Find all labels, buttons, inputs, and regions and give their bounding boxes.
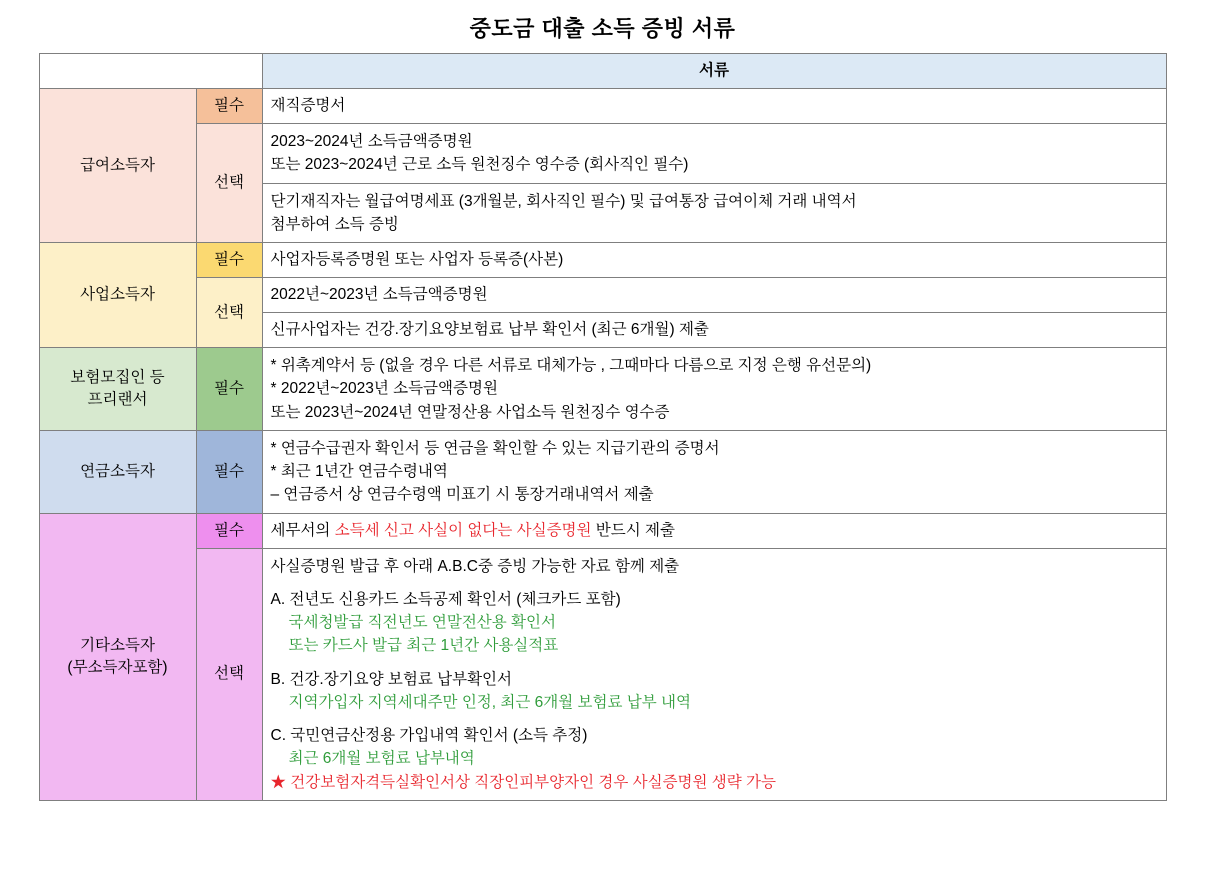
other-item-c-sub-1: 최근 6개월 보험료 납부내역 — [288, 750, 475, 768]
document-line: * 연금수급권자 확인서 등 연금을 확인할 수 있는 지급기관의 증명서 — [270, 439, 720, 457]
document-line: * 위촉계약서 등 (없을 경우 다른 서류로 대체가능 , 그때마다 다름으로 지정 은행 유선문의) — [270, 357, 872, 374]
table-row — [39, 278, 1166, 313]
other-item-a-sub-2: 또는 카드사 발급 최근 1년간 사용실적표 — [288, 637, 559, 655]
spacer — [271, 714, 1158, 724]
document-line: 단기재직자는 월급여명세표 (3개월분, 회사직인 필수) 및 급여통장 급여이체 거래 내역서 — [270, 192, 857, 210]
income-proof-table — [39, 53, 1167, 801]
category-line-2: 프리랜서 — [87, 390, 148, 408]
table-header-row — [39, 54, 1166, 89]
requirement-badge: 필수 — [196, 513, 262, 548]
category-business: 사업소득자 — [39, 243, 196, 348]
document-text — [262, 430, 1166, 513]
table-row — [39, 513, 1166, 548]
document-text: 사업자등록증명원 또는 사업자 등록증(사본) — [262, 243, 1166, 278]
document-text — [262, 183, 1166, 243]
document-text — [262, 548, 1166, 800]
document-text — [262, 513, 1166, 548]
document-text-highlight: 소득세 신고 사실이 없다는 사실증명원 — [334, 521, 592, 539]
spacer — [271, 578, 1158, 588]
table-row — [39, 89, 1166, 124]
requirement-badge: 선택 — [196, 124, 262, 243]
document-line: 2023~2024년 소득금액증명원 — [270, 133, 473, 150]
category-other — [39, 513, 196, 800]
document-text: 재직증명서 — [262, 89, 1166, 124]
header-blank-cell — [39, 54, 262, 89]
document-line: 또는 2023년~2024년 연말정산용 사업소득 원천징수 영수증 — [270, 403, 670, 421]
category-freelancer — [39, 348, 196, 431]
requirement-badge: 선택 — [196, 548, 262, 800]
header-documents-cell: 서류 — [262, 54, 1166, 89]
category-pension: 연금소득자 — [39, 430, 196, 513]
other-item-a-sub-1: 국세청발급 직전년도 연말전산용 확인서 — [288, 614, 556, 631]
other-footnote: ★ 건강보험자격득실확인서상 직장인피부양자인 경우 사실증명원 생략 가능 — [270, 773, 777, 791]
document-line: * 최근 1년간 연금수령내역 — [270, 463, 448, 480]
document-line: 첨부하여 소득 증빙 — [270, 215, 399, 233]
other-item-b-sub-1: 지역가입자 지역세대주만 인정, 최근 6개월 보험료 납부 내역 — [288, 693, 691, 711]
other-item-c-heading: C. 국민연금산정용 가입내역 확인서 (소득 추정) — [270, 727, 588, 744]
page-title: 중도금 대출 소득 증빙 서류 — [469, 16, 736, 41]
table-row — [39, 430, 1166, 513]
requirement-badge: 선택 — [196, 278, 262, 348]
document-text — [262, 124, 1166, 184]
category-line-1: 보험모집인 등 — [70, 368, 165, 386]
document-line: – 연금증서 상 연금수령액 미표기 시 통장거래내역서 제출 — [270, 486, 654, 504]
document-text-pre: 세무서의 — [270, 521, 335, 539]
category-salary: 급여소득자 — [39, 89, 196, 243]
table-row — [39, 348, 1166, 431]
requirement-badge: 필수 — [196, 348, 262, 431]
table-row — [39, 548, 1166, 800]
document-text: 2022년~2023년 소득금액증명원 — [262, 278, 1166, 313]
category-line-2: (무소득자포함) — [67, 658, 168, 676]
other-item-b-heading: B. 건강.장기요양 보험료 납부확인서 — [270, 670, 512, 688]
requirement-badge: 필수 — [196, 89, 262, 124]
document-text-post: 반드시 제출 — [591, 521, 675, 539]
other-intro: 사실증명원 발급 후 아래 A.B.C중 증빙 가능한 자료 함께 제출 — [270, 557, 680, 575]
table-row — [39, 124, 1166, 184]
document-text — [262, 348, 1166, 431]
other-item-a-heading: A. 전년도 신용카드 소득공제 확인서 (체크카드 포함) — [270, 590, 621, 608]
requirement-badge: 필수 — [196, 243, 262, 278]
category-line-1: 기타소득자 — [80, 636, 155, 654]
document-line: * 2022년~2023년 소득금액증명원 — [270, 380, 498, 398]
document-line: 또는 2023~2024년 근로 소득 원천징수 영수증 (회사직인 필수) — [270, 156, 689, 174]
spacer — [271, 658, 1158, 668]
table-row — [39, 243, 1166, 278]
document-text: 신규사업자는 건강.장기요양보험료 납부 확인서 (최근 6개월) 제출 — [262, 313, 1166, 348]
requirement-badge: 필수 — [196, 430, 262, 513]
